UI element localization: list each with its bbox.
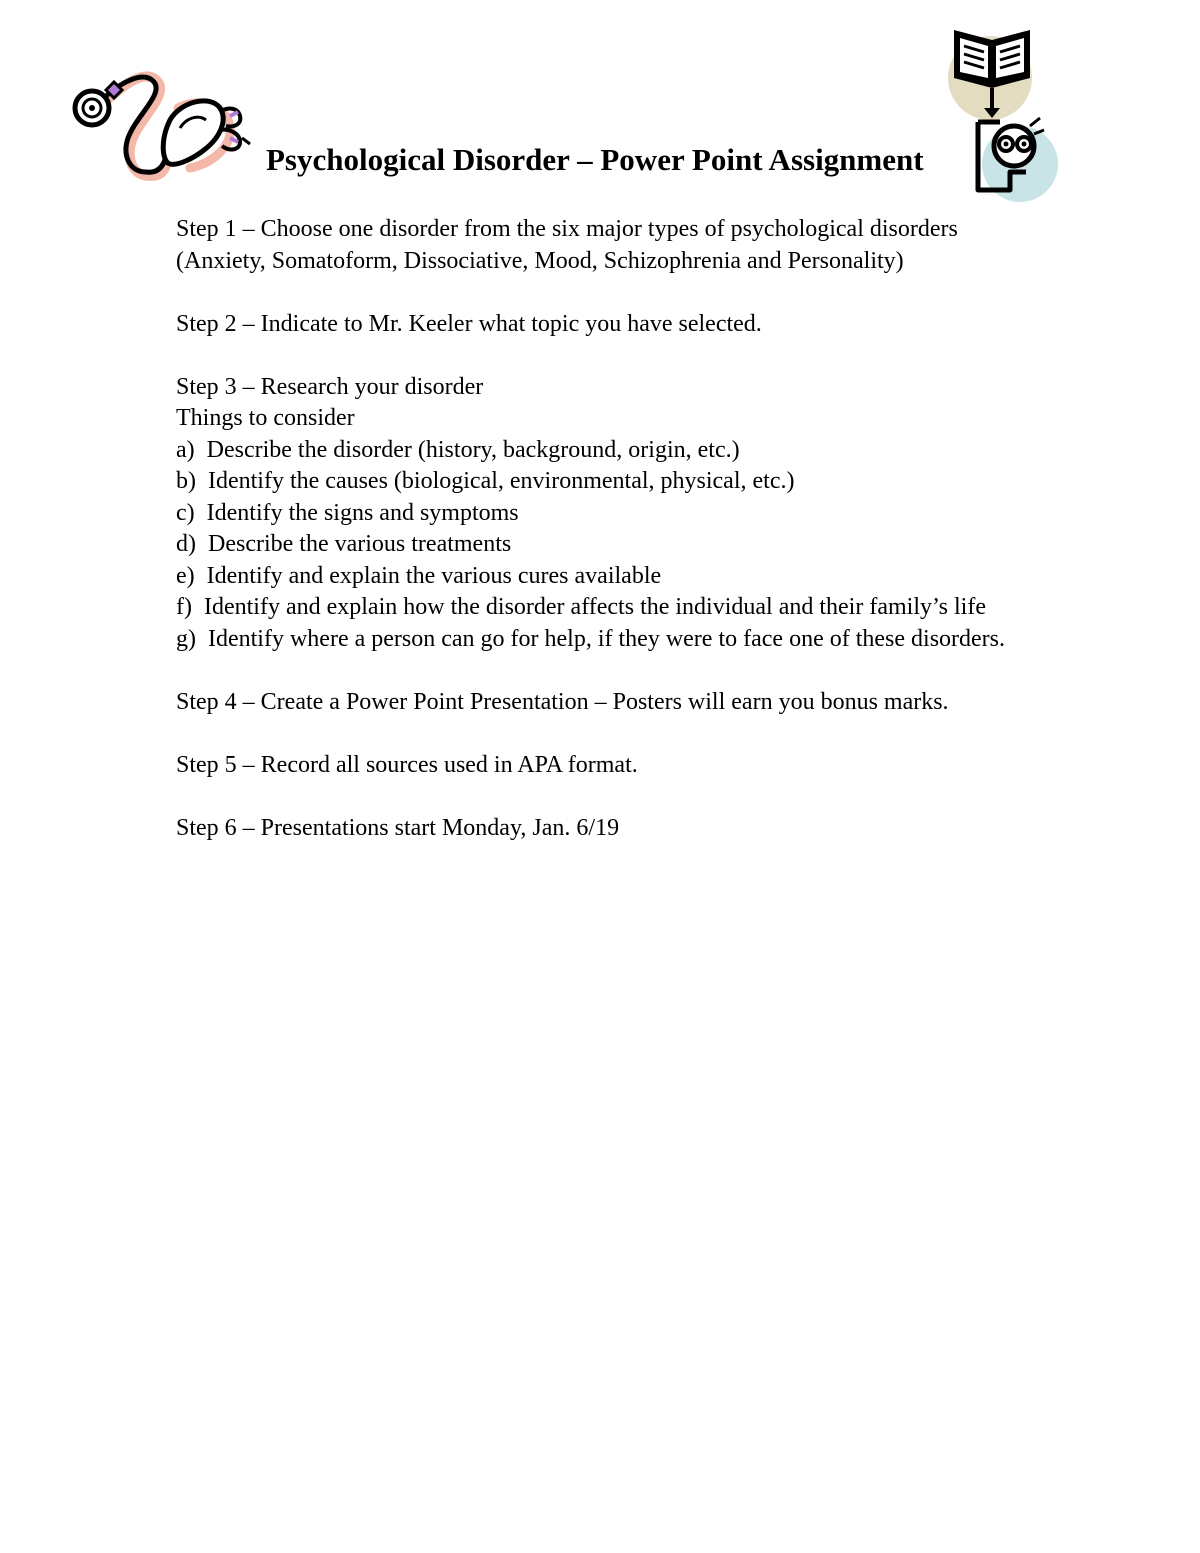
spacer (176, 718, 1046, 750)
list-item: g) Identify where a person can go for help, if they were to face one of these disorders. (176, 625, 1006, 652)
step-3-heading: Step 3 – Research your disorder (176, 373, 484, 400)
assignment-body (176, 214, 1046, 844)
step-4: Step 4 – Create a Power Point Presentation – Posters will earn you bonus marks. (176, 688, 949, 715)
list-item: a) Describe the disorder (history, background, origin, etc.) (176, 436, 740, 463)
step-3-subheading: Things to consider (176, 405, 355, 431)
spacer (176, 340, 1046, 372)
step-6: Step 6 – Presentations start Monday, Jan. 6/19 (176, 814, 620, 841)
spacer (176, 277, 1046, 309)
list-item: d) Describe the various treatments (176, 531, 512, 557)
step-1: Step 1 – Choose one disorder from the six major types of psychological disorders (Anxiety, Somatoform, Dissociative, Mood, Schizophrenia and Personality) (176, 216, 958, 274)
spacer (176, 655, 1046, 687)
list-item: b) Identify the causes (biological, environmental, physical, etc.) (176, 468, 795, 494)
step-5: Step 5 – Record all sources used in APA format. (176, 751, 638, 778)
page-title: Psychological Disorder – Power Point Assignment (266, 142, 924, 177)
list-item: f) Identify and explain how the disorder affects the individual and their family’s life (176, 594, 986, 620)
spacer (176, 781, 1046, 813)
book-reader-icon (944, 22, 1060, 208)
list-item: e) Identify and explain the various cures available (176, 562, 662, 589)
step-2: Step 2 – Indicate to Mr. Keeler what topic you have selected. (176, 310, 762, 337)
list-item: c) Identify the signs and symptoms (176, 499, 519, 526)
stethoscope-icon (70, 68, 254, 184)
